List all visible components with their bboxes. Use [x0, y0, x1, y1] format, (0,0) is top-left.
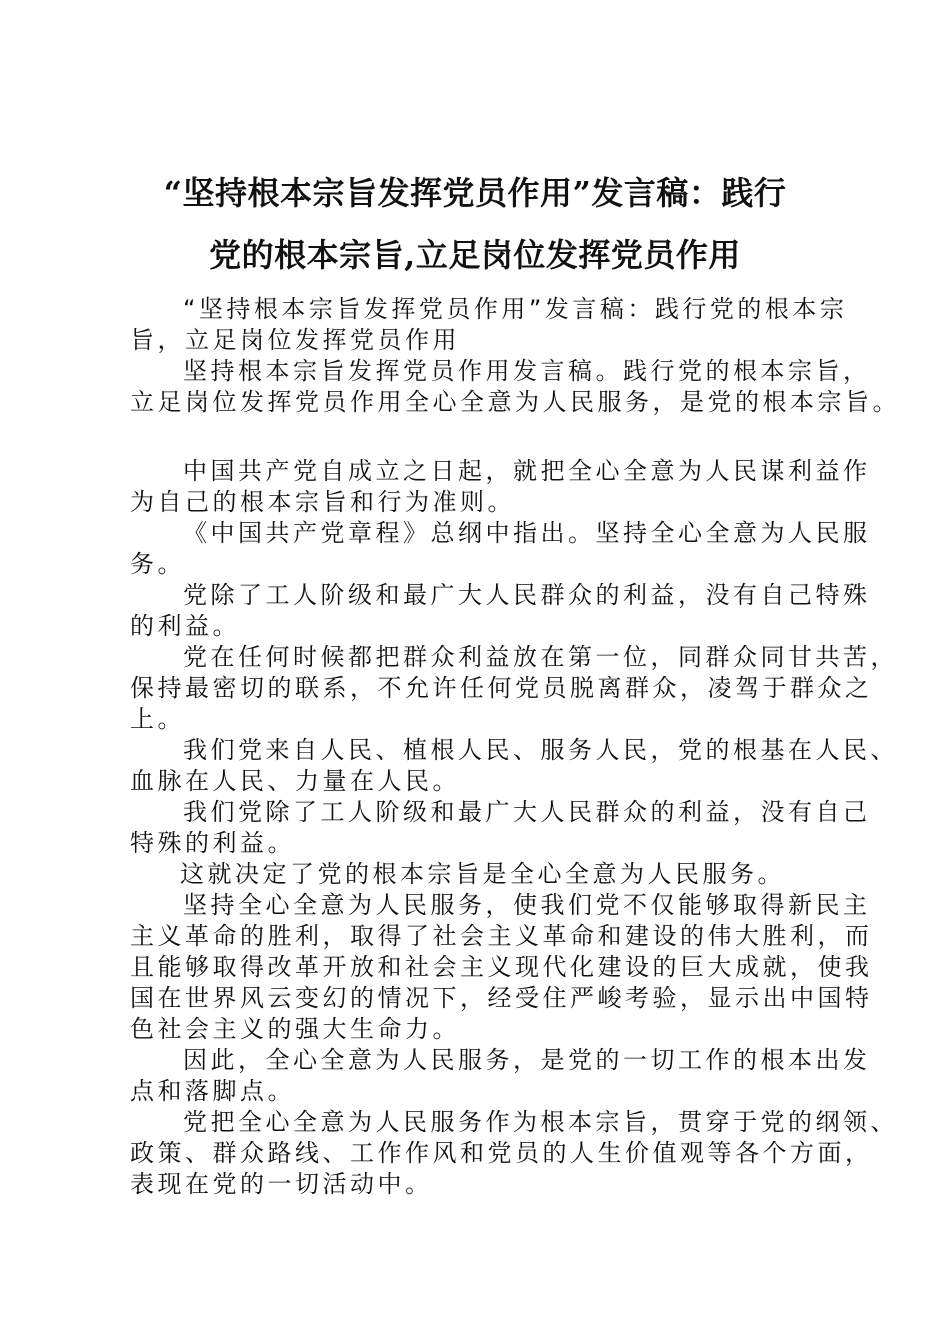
paragraph-line: 保持最密切的联系，不允许任何党员脱离群众，凌驾于群众之 — [130, 674, 873, 702]
paragraph-line: 血脉在人民、力量在人民。 — [130, 767, 460, 795]
paragraph — [130, 580, 871, 642]
paragraph-line: 党在任何时候都把群众利益放在第一位，同群众同甘共苦， — [183, 643, 898, 671]
paragraph — [130, 518, 871, 580]
paragraph-line: 政策、群众路线、工作作风和党员的人生价值观等各个方面， — [130, 1139, 873, 1167]
paragraph-line: 上。 — [130, 705, 185, 733]
paragraph-line: 表现在党的一切活动中。 — [130, 1170, 433, 1198]
paragraph-line: 我们党除了工人阶级和最广大人民群众的利益，没有自己 — [183, 798, 871, 826]
title-line: 党的根本宗旨,立足岗位发挥党员作用 — [209, 236, 741, 274]
paragraph — [130, 859, 850, 890]
paragraph-line: 务。 — [130, 550, 185, 578]
paragraph-line: 点和落脚点。 — [130, 1077, 295, 1105]
paragraph-line: 坚持根本宗旨发挥党员作用发言稿。践行党的根本宗旨， — [183, 357, 871, 385]
document-title — [110, 162, 840, 286]
paragraph-line: 立足岗位发挥党员作用全心全意为人民服务，是党的根本宗旨。 — [130, 388, 900, 416]
paragraph — [130, 890, 873, 1045]
paragraph-line: 中国共产党自成立之日起，就把全心全意为人民谋利益作 — [183, 457, 871, 485]
paragraph-line: 为自己的根本宗旨和行为准则。 — [130, 488, 515, 516]
paragraph — [130, 356, 900, 418]
paragraph-line: 党把全心全意为人民服务作为根本宗旨，贯穿于党的纲领、 — [183, 1108, 898, 1136]
paragraph-line: 因此，全心全意为人民服务，是党的一切工作的根本出发 — [183, 1046, 871, 1074]
paragraph-line: 旨，立足岗位发挥党员作用 — [130, 326, 460, 354]
paragraph-line: 我们党来自人民、植根人民、服务人民，党的根基在人民、 — [183, 736, 898, 764]
paragraph-line: 坚持全心全意为人民服务，使我们党不仅能够取得新民主 — [183, 891, 871, 919]
paragraph-gap — [130, 418, 850, 456]
paragraph-line: 的利益。 — [130, 612, 240, 640]
paragraph — [130, 294, 850, 356]
paragraph-line: 色社会主义的强大生命力。 — [130, 1015, 460, 1043]
paragraph-line: 《中国共产党章程》总纲中指出。坚持全心全意为人民服 — [183, 519, 871, 547]
paragraph-line: 这就决定了党的根本宗旨是全心全意为人民服务。 — [180, 860, 785, 888]
title-line: “坚持根本宗旨发挥党员作用”发言稿：践行 — [163, 174, 787, 212]
paragraph — [130, 1107, 898, 1200]
paragraph-line: 国在世界风云变幻的情况下，经受住严峻考验，显示出中国特 — [130, 984, 873, 1012]
paragraph-line: 且能够取得改革开放和社会主义现代化建设的巨大成就，使我 — [130, 953, 873, 981]
paragraph — [130, 642, 898, 735]
paragraph — [130, 1045, 871, 1107]
paragraph — [130, 735, 898, 797]
paragraph-line: 主义革命的胜利，取得了社会主义革命和建设的伟大胜利，而 — [130, 922, 873, 950]
paragraph-line: “坚持根本宗旨发挥党员作用”发言稿：践行党的根本宗 — [183, 295, 848, 323]
paragraph — [130, 456, 871, 518]
paragraph-line: 党除了工人阶级和最广大人民群众的利益，没有自己特殊 — [183, 581, 871, 609]
paragraph — [130, 797, 871, 859]
document-body — [130, 294, 900, 1200]
paragraph-line: 特殊的利益。 — [130, 829, 295, 857]
